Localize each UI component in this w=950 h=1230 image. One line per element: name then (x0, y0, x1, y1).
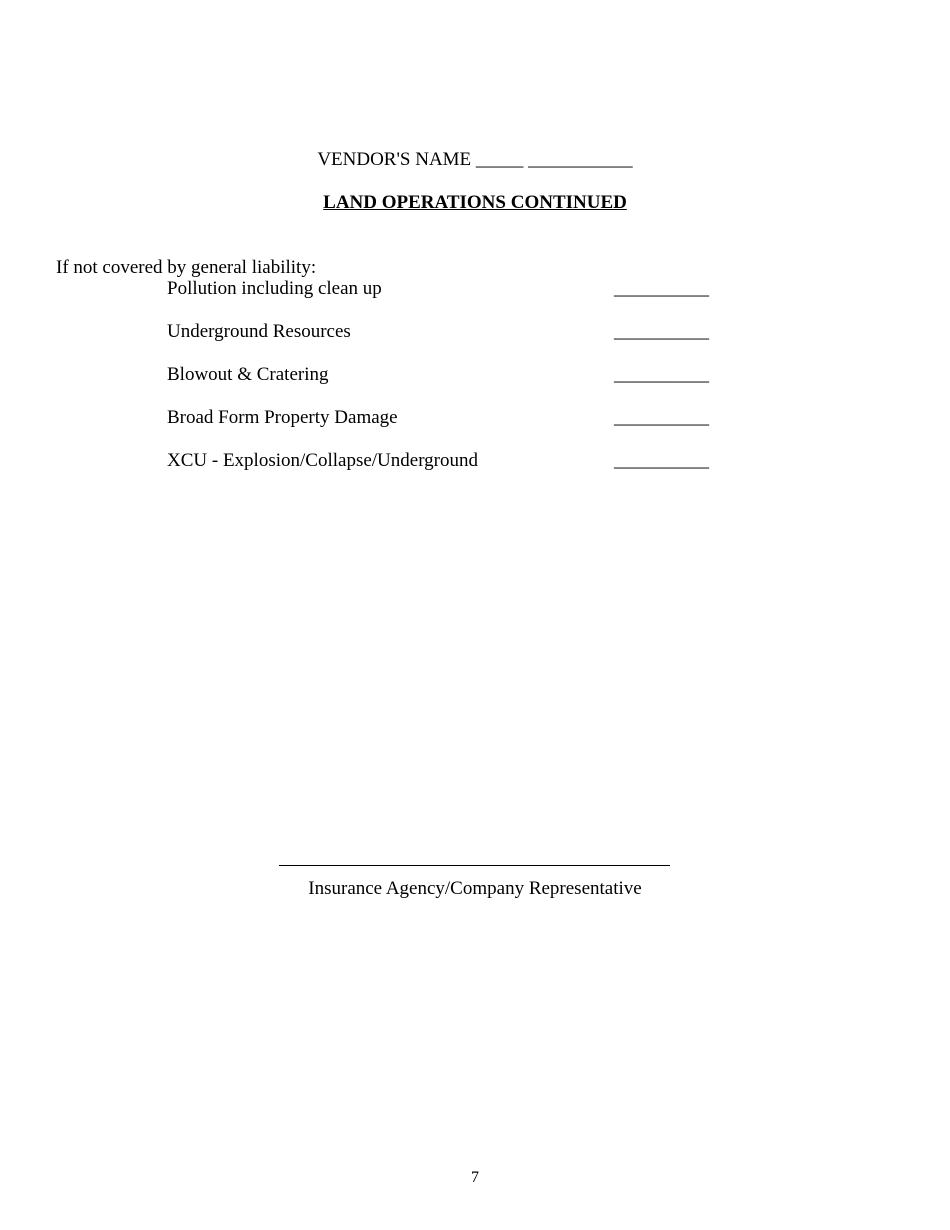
coverage-item-underground-resources (167, 321, 712, 347)
coverage-item-blowout-cratering (167, 364, 712, 390)
vendor-name-line: VENDOR'S NAME _____ ___________ (317, 149, 633, 170)
coverage-item-label: Underground Resources (167, 321, 351, 342)
coverage-item-xcu (167, 450, 712, 476)
coverage-intro: If not covered by general liability: (56, 257, 317, 278)
coverage-item-blank: __________ (614, 278, 709, 299)
coverage-item-blank: __________ (614, 450, 709, 471)
signature-line (279, 865, 670, 866)
coverage-item-pollution (167, 278, 712, 304)
coverage-item-label: Pollution including clean up (167, 278, 382, 299)
coverage-item-label: Blowout & Cratering (167, 364, 329, 385)
coverage-item-blank: __________ (614, 364, 709, 385)
page-number: 7 (471, 1169, 479, 1186)
coverage-item-label: XCU - Explosion/Collapse/Underground (167, 450, 479, 471)
signature-caption: Insurance Agency/Company Representative (308, 878, 642, 899)
coverage-item-blank: __________ (614, 407, 709, 428)
coverage-item-broad-form-property-damage (167, 407, 712, 433)
coverage-item-label: Broad Form Property Damage (167, 407, 398, 428)
section-title: LAND OPERATIONS CONTINUED (323, 192, 627, 213)
coverage-item-blank: __________ (614, 321, 709, 342)
